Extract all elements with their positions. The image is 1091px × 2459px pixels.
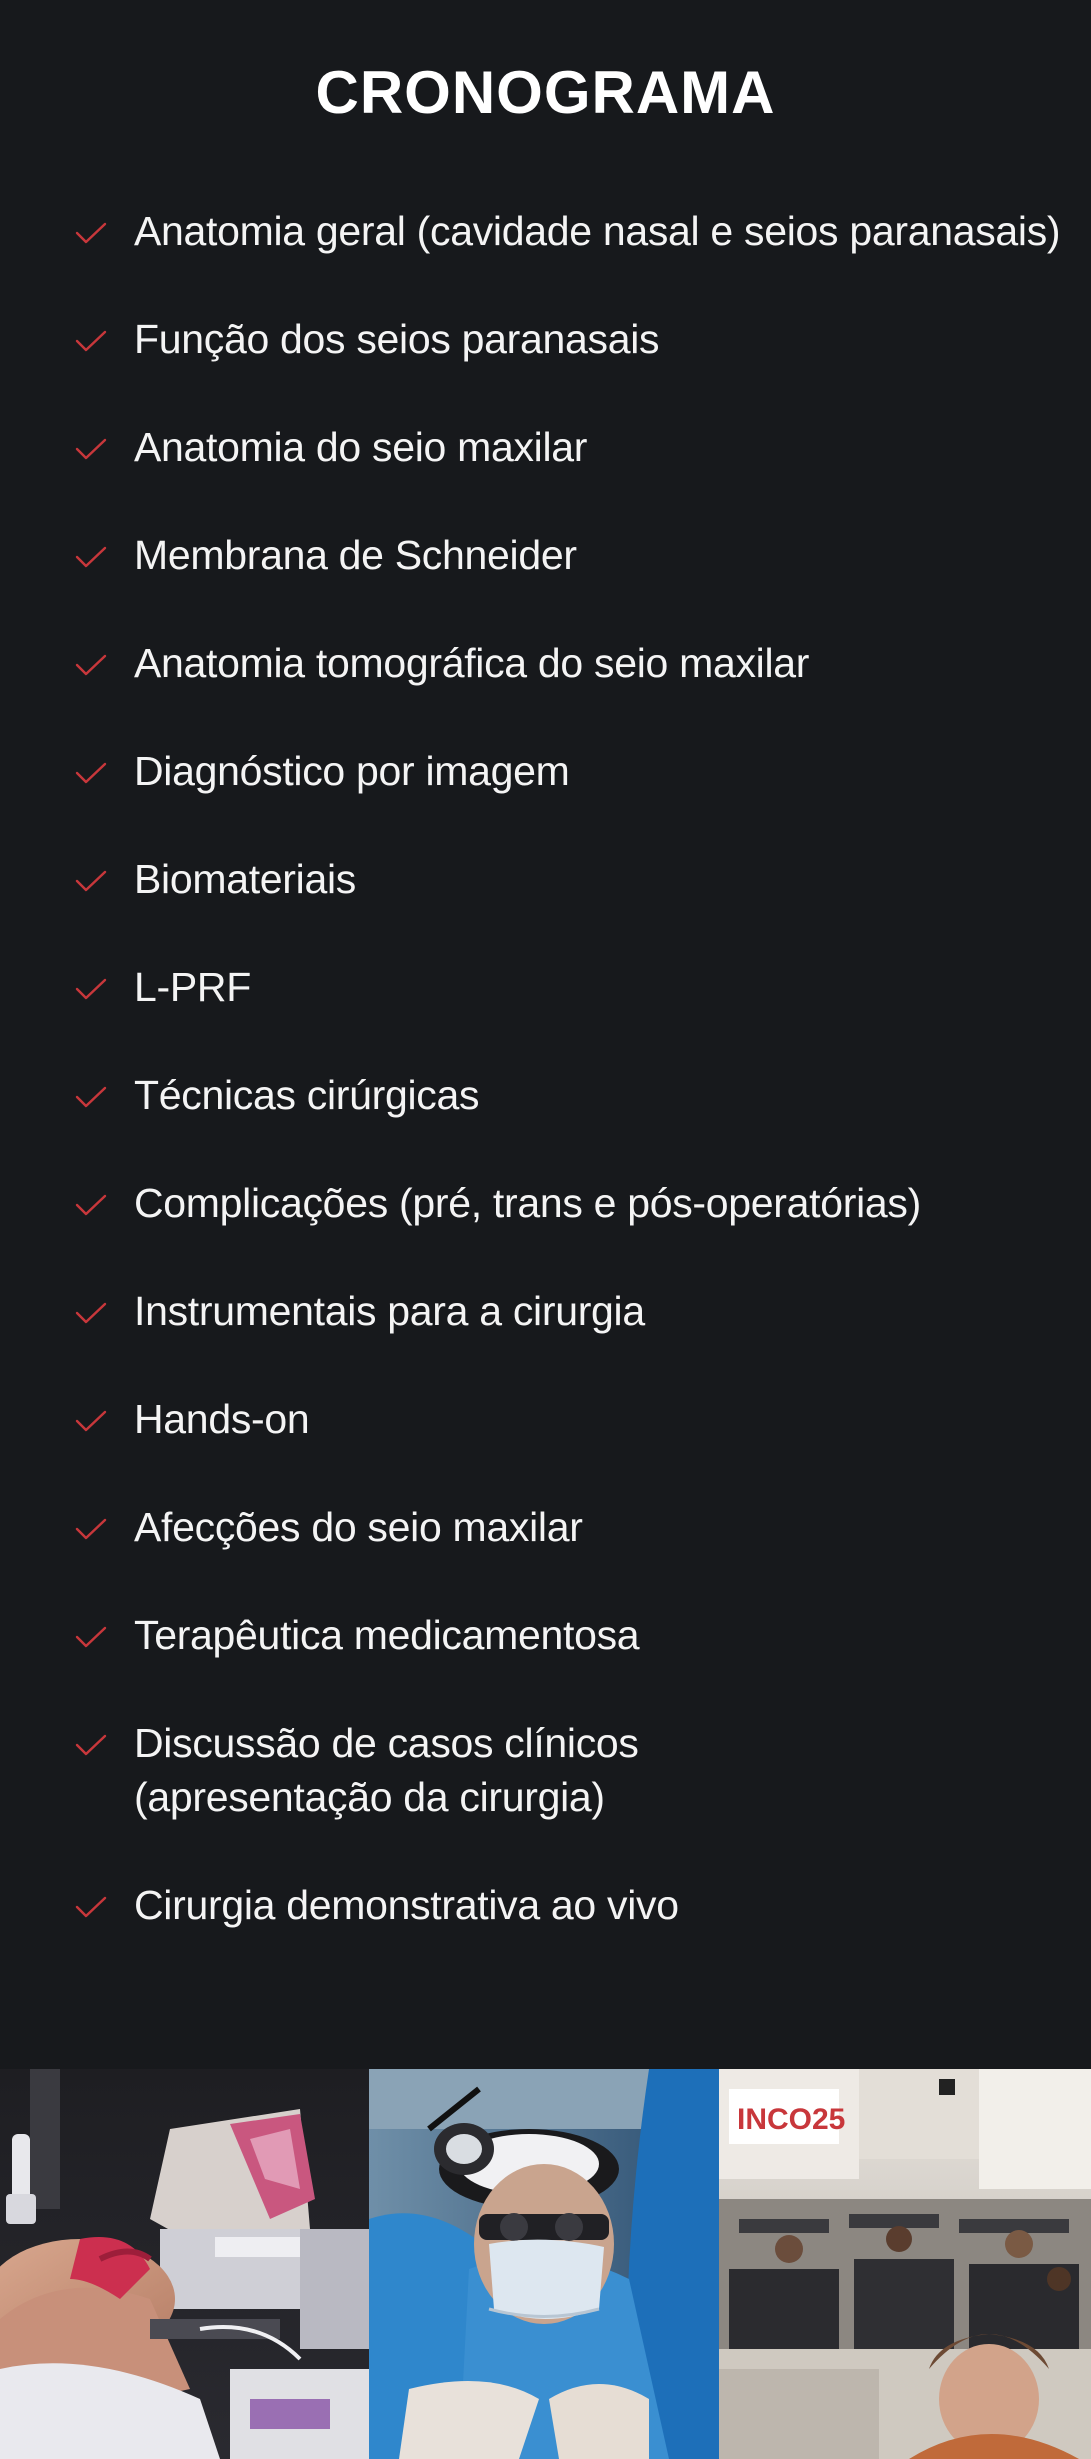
list-item-label: Afecções do seio maxilar [134,1504,583,1550]
list-item [0,636,1091,690]
check-icon [74,760,108,786]
photo-surgeon [369,2069,719,2459]
list-item [0,1392,1091,1446]
list-item-label: Função dos seios paranasais [134,316,660,362]
check-icon [74,868,108,894]
list-item-label: Anatomia do seio maxilar [134,424,588,470]
list-item-label: Membrana de Schneider [134,532,577,578]
check-icon [74,1624,108,1650]
list-item-label: Complicações (pré, trans e pós-operatórias) [134,1180,921,1226]
list-item-label: Terapêutica medicamentosa [134,1612,640,1658]
list-item [0,420,1091,474]
list-item-label: Técnicas cirúrgicas [134,1072,480,1118]
list-item-label: Discussão de casos clínicos [134,1720,639,1766]
list-item [0,1500,1091,1554]
check-icon [74,1084,108,1110]
check-icon [74,1408,108,1434]
photo-sign-text: INCO25 [737,2103,846,2136]
list-item [0,852,1091,906]
list-item [0,1284,1091,1338]
check-icon [74,328,108,354]
check-icon [74,1516,108,1542]
page-title: CRONOGRAMA [315,59,776,126]
list-item-label: Instrumentais para a cirurgia [134,1288,645,1334]
check-icon [74,1192,108,1218]
list-item [0,1878,1091,1932]
list-item-label: Biomateriais [134,856,356,902]
list-item-label: L-PRF [134,964,251,1010]
list-item [0,204,1091,258]
check-icon [74,544,108,570]
photo-classroom [719,2069,1091,2459]
list-item [0,312,1091,366]
schedule-list [0,204,1091,1986]
list-item-label: Anatomia tomográfica do seio maxilar [134,640,810,686]
check-icon [74,1894,108,1920]
check-icon [74,652,108,678]
list-item [0,744,1091,798]
check-icon [74,1732,108,1758]
photo-patient-surgery [0,2069,369,2459]
check-icon [74,1300,108,1326]
list-item-label-line2: (apresentação da cirurgia) [134,1774,605,1820]
list-item [0,1608,1091,1662]
check-icon [74,436,108,462]
check-icon [74,220,108,246]
check-icon [74,976,108,1002]
list-item [0,1716,1091,1824]
list-item-label: Diagnóstico por imagem [134,748,570,794]
photo-strip [0,2069,1091,2459]
list-item [0,1068,1091,1122]
list-item-label: Hands-on [134,1396,310,1442]
list-item [0,528,1091,582]
list-item-label: Cirurgia demonstrativa ao vivo [134,1882,679,1928]
list-item-label: Anatomia geral (cavidade nasal e seios paranasais) [134,208,1061,254]
list-item [0,1176,1091,1230]
list-item [0,960,1091,1014]
